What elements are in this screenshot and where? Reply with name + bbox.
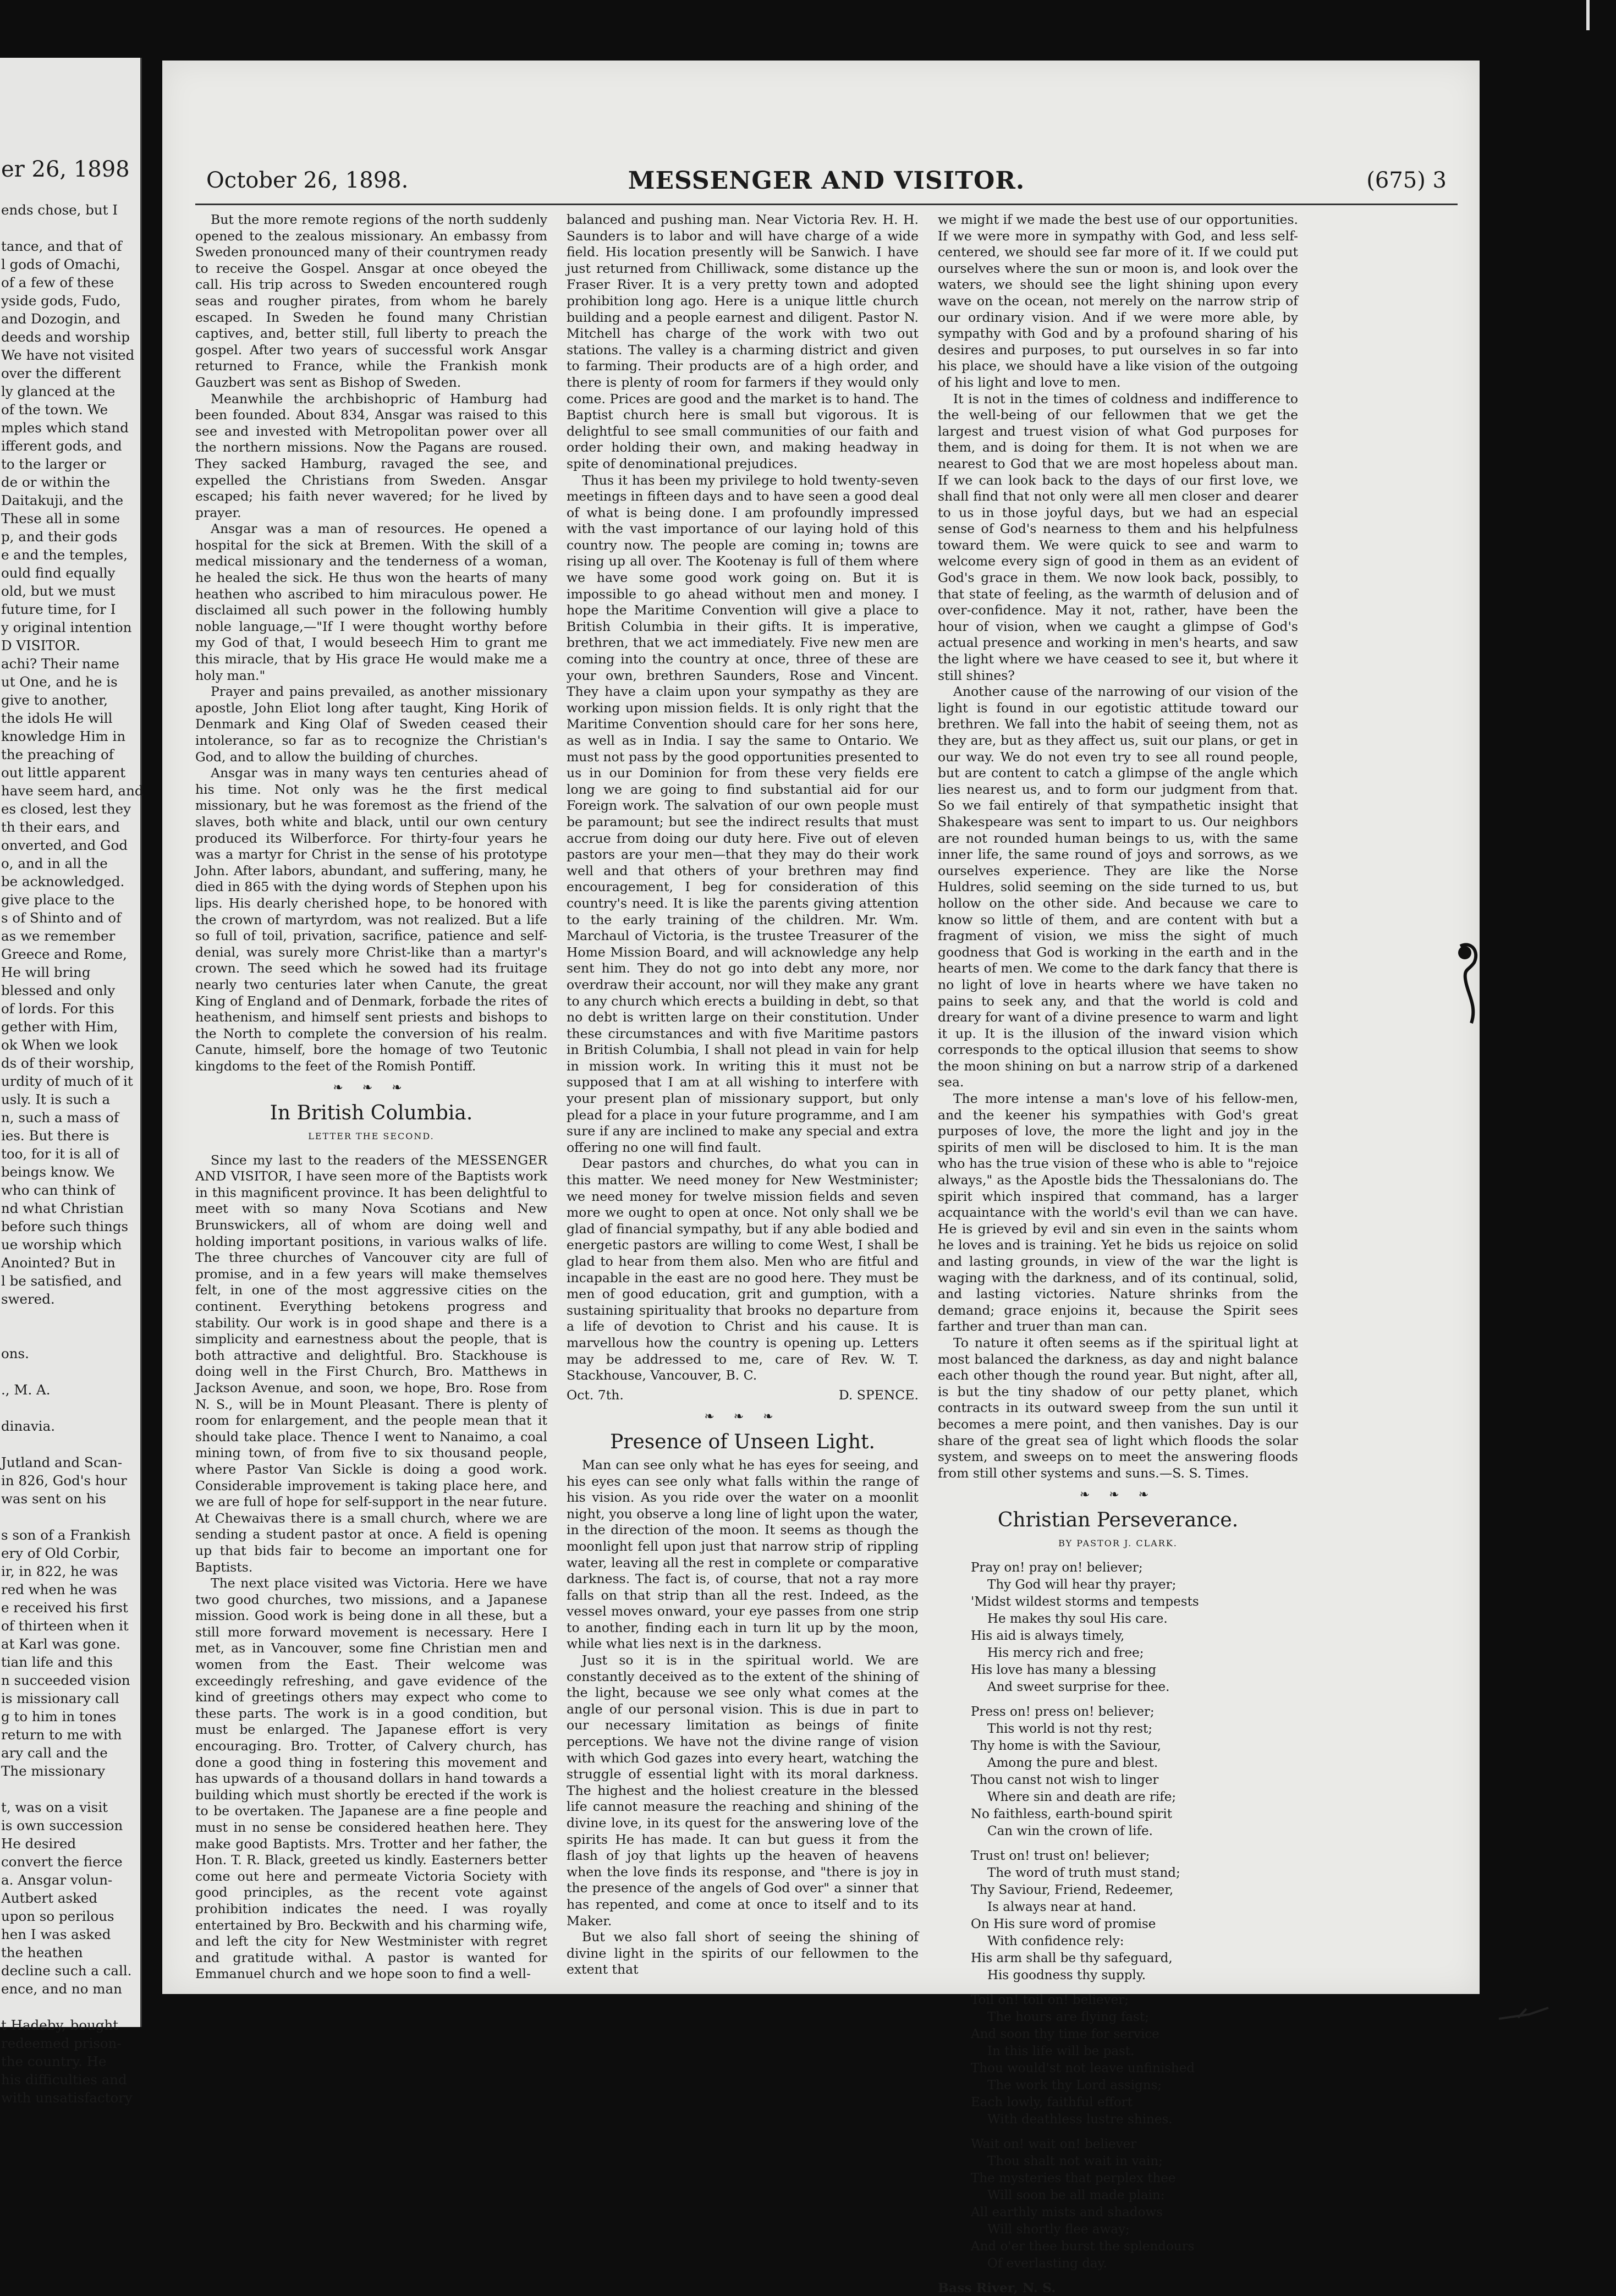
previous-page-line: ence, and no man — [1, 1980, 139, 1998]
poem-line: Thou canst not wish to linger — [971, 1772, 1298, 1789]
poem-line: Can win the crown of life. — [971, 1823, 1298, 1840]
previous-page-line: was sent on his — [1, 1490, 139, 1508]
previous-page-line: g to him in tones — [1, 1707, 139, 1726]
previous-page-line: o, and in all the — [1, 854, 139, 872]
poem-line: Thy God will hear thy prayer; — [971, 1577, 1298, 1594]
previous-page-line — [1, 1435, 139, 1453]
previous-page-line: Daitakuji, and the — [1, 491, 139, 509]
previous-page-text — [1, 201, 139, 2107]
previous-page-line — [1, 1399, 139, 1417]
poem-line: The mysteries that perplex thee — [971, 2170, 1298, 2187]
previous-page-line: Greece and Rome, — [1, 945, 139, 963]
previous-page-line: the idols He will — [1, 709, 139, 727]
previous-page-line: is missionary call — [1, 1689, 139, 1707]
article-heading: In British Columbia. — [195, 1101, 547, 1126]
previous-page-line: urdity of much of it — [1, 1072, 139, 1090]
poem-stanza — [971, 1992, 1298, 2128]
previous-page-line: We have not visited — [1, 346, 139, 364]
previous-page-line: ., M. A. — [1, 1381, 139, 1399]
article-paragraph: we might if we made the best use of our opportunities. If we were more in sympathy with God, and less self-centered, we should see far more of it. If we could put ourselves where the sun or moon is, and look over the waters, we should see the light shining upon every wave on the ocean, not merely on the narrow strip of our ordinary vision. And if we were more able, by sympathy with God and by a profound sharing of his desires and purposes, to put ourselves in so far into his place, we should have a like vision of the outgoing of his light and love to men. — [938, 212, 1298, 391]
previous-page-line: y original intention — [1, 618, 139, 636]
previous-page-line: of the town. We — [1, 400, 139, 419]
previous-page-line: the heathen — [1, 1943, 139, 1962]
previous-page-line: ary call and the — [1, 1744, 139, 1762]
previous-page-line: have seem hard, and — [1, 782, 139, 800]
previous-page-line: gether with Him, — [1, 1018, 139, 1036]
previous-page-line: in 826, God's hour — [1, 1471, 139, 1490]
masthead-title: MESSENGER AND VISITOR. — [206, 167, 1447, 195]
previous-page-line: of a few of these — [1, 273, 139, 292]
poem-stanza — [971, 1848, 1298, 1984]
previous-page-line: before such things — [1, 1217, 139, 1235]
poem-title: Christian Perseverance. — [938, 1508, 1298, 1533]
previous-page-line: de or within the — [1, 473, 139, 491]
article-paragraph: But we also fall short of seeing the shining of divine light in the spirits of our fellowmen to the extent that — [567, 1929, 919, 1978]
previous-page-line: tance, and that of — [1, 237, 139, 255]
poem-line: The hours are flying fast; — [971, 2009, 1298, 2026]
previous-page-line: and Dozogin, and — [1, 310, 139, 328]
previous-page-line: decline such a call. — [1, 1962, 139, 1980]
previous-page-line: upon so perilous — [1, 1907, 139, 1925]
previous-page-line: who can think of — [1, 1181, 139, 1199]
column-3 — [938, 212, 1298, 2296]
previous-page-line: He will bring — [1, 963, 139, 981]
previous-page-line: tian life and this — [1, 1653, 139, 1671]
poem-line: Trust on! trust on! believer; — [971, 1848, 1298, 1865]
previous-page-line: out little apparent — [1, 763, 139, 782]
section-ornament: ❧ ❧ ❧ — [567, 1409, 919, 1425]
letter-signature: D. SPENCE. — [839, 1387, 919, 1404]
header-rule — [195, 204, 1458, 205]
previous-page-line: red when he was — [1, 1580, 139, 1599]
previous-page-line — [1, 1363, 139, 1381]
article-heading: Presence of Unseen Light. — [567, 1430, 919, 1455]
previous-page-line: ies. But there is — [1, 1127, 139, 1145]
poem-line: The work thy Lord assigns; — [971, 2077, 1298, 2094]
poem-line: Each lowly, faithful effort — [971, 2094, 1298, 2111]
previous-page-line: his difficulties and — [1, 2070, 139, 2089]
previous-page-line: give to another, — [1, 691, 139, 709]
poem-line: Thy Saviour, Friend, Redeemer, — [971, 1882, 1298, 1899]
article-paragraph: To nature it often seems as if the spiritual light at most balanced the darkness, as day and night balance each other though the round year. But night, after all, is but the tiny shadow of our petty planet, which contracts in its outward sweep from the sun until it becomes a mere point, and then vanishes. Day is our share of the great sea of light which floods the solar system, and sweeps on to meet the answering floods from still other systems and suns.—S. S. Times. — [938, 1335, 1298, 1481]
previous-page-line: He desired — [1, 1834, 139, 1853]
previous-page-line: ons. — [1, 1344, 139, 1363]
corner-mark — [1584, 0, 1592, 30]
previous-page-line: be acknowledged. — [1, 872, 139, 891]
previous-page-line: is own succession — [1, 1816, 139, 1834]
poem-line: His love has many a blessing — [971, 1662, 1298, 1679]
poem-line: Press on! press on! believer; — [971, 1704, 1298, 1721]
previous-page-line: e received his first — [1, 1599, 139, 1617]
article-paragraph: Since my last to the readers of the MESSENGER AND VISITOR, I have seen more of the Baptists work in this magnificent province. It has been delightful to meet with so many Nova Scotians and New Brunswickers, all of whom are doing well and holding important positions, in various walks of life. The three churches of Vancouver city are full of promise, and in a few years will make themselves felt, in one of the most aggressive cities on the continent. Everything betokens progress and stability. Our work is in good shape and there is a simplicity and earnestness about the people, that is both attractive and delightful. Bro. Stackhouse is doing well in the First Church, Bro. Matthews in Jackson Avenue, and soon, we hope, Bro. Rose from N. S., will be in Mount Pleasant. There is plenty of room for enlargement, and the people mean that it should take place. Thence I went to Nanaimo, a coal mining town, of from five to six thousand people, where Pastor Van Sickle is doing a good work. Considerable improvement is taking place here, and we are full of hope for self-support in the near future. At Chewaivas there is a small church, where we are sending a student pastor at once. A field is opening up that bids fair to become an important one for Baptists. — [195, 1152, 547, 1575]
previous-page-line: with unsatisfactory — [1, 2089, 139, 2107]
previous-page-line: achi? Their name — [1, 655, 139, 673]
previous-page-line: onverted, and God — [1, 836, 139, 854]
previous-page-line: n succeeded vision — [1, 1671, 139, 1689]
column-1 — [195, 212, 547, 1982]
previous-page-line: Autbert asked — [1, 1889, 139, 1907]
previous-page-line: as we remember — [1, 927, 139, 945]
poem-line: Among the pure and blest. — [971, 1755, 1298, 1772]
section-ornament: ❧ ❧ ❧ — [938, 1487, 1298, 1503]
previous-page-line: l be satisfied, and — [1, 1272, 139, 1290]
previous-page-line: ue worship which — [1, 1235, 139, 1254]
ink-scratch-mark — [1496, 2002, 1551, 2024]
previous-page-line: hen I was asked — [1, 1925, 139, 1943]
poem-stanza — [971, 1704, 1298, 1840]
previous-page-line: Jutland and Scan- — [1, 1453, 139, 1471]
previous-page-line: The missionary — [1, 1762, 139, 1780]
previous-page-line: Anointed? But in — [1, 1254, 139, 1272]
previous-page-line: p, and their gods — [1, 528, 139, 546]
previous-page-edge — [0, 58, 142, 2027]
previous-page-line: redeemed prison- — [1, 2034, 139, 2052]
newspaper-page — [162, 61, 1480, 1994]
poem-line: In this life will be past. — [971, 2043, 1298, 2060]
poem-line: Will shortly flee away; — [971, 2221, 1298, 2238]
poem-line: Is always near at hand. — [971, 1899, 1298, 1916]
previous-page-line: of lords. For this — [1, 999, 139, 1018]
poem-stanza — [971, 1559, 1298, 1696]
article-paragraph: Prayer and pains prevailed, as another missionary apostle, John Eliot long after taught, King Horik of Denmark and King Olaf of Sweden ceased their intolerance, so far as to recognize the Christian's God, and to allow the building of churches. — [195, 684, 547, 765]
previous-page-line: over the different — [1, 364, 139, 382]
previous-page-line: ould find equally — [1, 564, 139, 582]
poem-body — [971, 1559, 1298, 2272]
article-paragraph: Dear pastors and churches, do what you can in this matter. We need money for New Westminister; we need money for twelve mission fields and seven more we ought to open at once. Not only shall we be glad of financial sympathy, but if any able bodied and energetic pastors are willing to come West, I shall be glad to hear from them also. Men who are fitful and incapable in the east are no good here. They must be men of good education, grit and gumption, with a sustaining spirituality that brooks no departure from a life of devotion to Christ and his cause. It is marvellous how the country is opening up. Letters may be addressed to me, care of Rev. W. T. Stackhouse, Vancouver, B. C. — [567, 1156, 919, 1383]
previous-page-line: knowledge Him in — [1, 727, 139, 745]
previous-page-line — [1, 1998, 139, 2016]
poem-stanza — [971, 2136, 1298, 2272]
previous-page-header: er 26, 1898 — [1, 157, 130, 182]
poem-line: With deathless lustre shines. — [971, 2111, 1298, 2128]
poem-line: No faithless, earth-bound spirit — [971, 1806, 1298, 1823]
poem-line: Thou would'st not leave unfinished — [971, 2060, 1298, 2077]
previous-page-line: the country. He — [1, 2052, 139, 2070]
poem-line: His mercy rich and free; — [971, 1645, 1298, 1662]
poem-line: On His sure word of promise — [971, 1916, 1298, 1933]
previous-page-line: s of Shinto and of — [1, 909, 139, 927]
previous-page-line: yside gods, Fudo, — [1, 292, 139, 310]
previous-page-line: ifferent gods, and — [1, 437, 139, 455]
poem-line: Of everlasting day. — [971, 2255, 1298, 2272]
poem-line: And sweet surprise for thee. — [971, 1679, 1298, 1696]
running-head — [206, 168, 1447, 201]
poem-line: Wait on! wait on! believer — [971, 2136, 1298, 2153]
previous-page-line: s son of a Frankish — [1, 1526, 139, 1544]
article-paragraph: Ansgar was in many ways ten centuries ahead of his time. Not only was he the first medical missionary, but he was foremost as the friend of the slaves, both white and black, until our own century produced its Wilberforce. For thirty-four years he was a martyr for Christ in the sense of his prototype John. After labors, abundant, and suffering, many, he died in 865 with the dying words of Stephen upon his lips. His dearly cherished hope, to be honored with the crown of martyrdom, was not realized. But a life so full of toil, privation, sacrifice, patience and self-denial, was surely more Christ-like than a martyr's crown. The seed which he sowed had its fruitage nearly two centuries later when Canute, the great King of England and of Denmark, forbade the rites of heathenism, and himself sent priests and bishops to the North to complete the conversion of his realm. Canute, himself, bore the homage of two Teutonic kingdoms to the feet of the Romish Pontiff. — [195, 765, 547, 1074]
poem-line: Will soon be all made plain: — [971, 2187, 1298, 2204]
previous-page-line — [1, 1326, 139, 1344]
previous-page-line: the preaching of — [1, 745, 139, 763]
article-paragraph: Another cause of the narrowing of our vision of the light is found in our egotistic attitude toward our brethren. We fall into the habit of seeing them, not as they are, but as they affect us, suit our plans, or get in our way. We do not even try to see all round people, but are content to catch a glimpse of the angle which lies nearest us, and to form our judgment from that. So we fail entirely of that sympathetic insight that Shakespeare was sent to impart to us. Our neighbors are not rounded human beings to us, with the same inner life, the same round of joys and sorrows, as we ourselves experience. They are like the Norse Huldres, solid seeming on the side turned to us, but hollow on the other side. And because we care to know so little of them, and are content with but a fragment of vision, we miss the sight of much goodness that God is working in the earth and in the hearts of men. We come to the dark fancy that there is no light of love in hearts where we have taken no pains to seek any, and that the world is cold and dreary for want of a divine presence to warm and light it up. It is the illusion of the inward vision which corresponds to the optical illusion that seems to show the moon shining on but a narrow strip of a darkened sea. — [938, 684, 1298, 1091]
previous-page-line — [1, 1308, 139, 1326]
issue-date: October 26, 1898. — [206, 168, 408, 193]
previous-page-line: return to me with — [1, 1726, 139, 1744]
previous-page-line: usly. It is such a — [1, 1090, 139, 1108]
poem-line: His aid is always timely, — [971, 1628, 1298, 1645]
poem-line: The word of truth must stand; — [971, 1865, 1298, 1882]
article-paragraph: Just so it is in the spiritual world. We are constantly deceived as to the extent of the shining of the light, because we see only what comes at the angle of our personal vision. This is due in part to our necessary limitation as beings of finite perceptions. We have not the divine range of vision with which God gazes into every heart, watching the struggle of essential light with its moral darkness. The highest and the holiest creature in the blessed life cannot measure the reaching and shining of the divine love, in its quest for the answering love of the spirits He has made. It can but guess it from the flash of joy that lights up the heaven of heavens when the love finds its response, and "there is joy in the presence of the angels of God over" a sinner that has repented, and come at once to itself and to its Maker. — [567, 1652, 919, 1929]
article-subheading: LETTER THE SECOND. — [195, 1128, 547, 1145]
previous-page-line: of thirteen when it — [1, 1617, 139, 1635]
previous-page-line: l gods of Omachi, — [1, 255, 139, 273]
article-paragraph: Man can see only what he has eyes for seeing, and his eyes can see only what falls within the range of his vision. As you ride over the water on a moonlit night, you observe a long line of light upon the water, in the direction of the moon. It seems as though the moonlight fell upon just that narrow strip of rippling water, leaving all the rest in complete or comparative darkness. The fact is, of course, that not a ray more falls on that strip than all the rest. Indeed, as the vessel moves onward, your eye passes from one strip to another, finding each in turn lit up by the moon, while what lies next is in the darkness. — [567, 1457, 919, 1652]
previous-page-line: mples which stand — [1, 419, 139, 437]
poem-byline: BY PASTOR J. CLARK. — [938, 1535, 1298, 1552]
article-paragraph: Meanwhile the archbishopric of Hamburg had been founded. About 834, Ansgar was raised to this see and invested with Metropolitan power over all the northern missions. Now the Pagans are roused. They sacked Hamburg, ravaged the see, and expelled the Christians from Sweden. Ansgar escaped; his faith never wavered; for he lived by prayer. — [195, 391, 547, 521]
article-paragraph: Ansgar was a man of resources. He opened a hospital for the sick at Bremen. With the skill of a medical missionary and the tenderness of a woman, he healed the sick. He thus won the hearts of many heathen who ascribed to him miraculous power. He disclaimed all such power in the following humbly noble language,—"If I were thought worthy before my God of that, I would beseech Him to grant me this miracle, that by His grace He would make me a holy man." — [195, 521, 547, 684]
poem-place: Bass River, N. S. — [938, 2280, 1298, 2296]
previous-page-line: future time, for I — [1, 600, 139, 618]
previous-page-line — [1, 219, 139, 237]
ink-blot-mark — [1449, 941, 1488, 1029]
previous-page-line: deeds and worship — [1, 328, 139, 346]
previous-page-line: to the larger or — [1, 455, 139, 473]
letter-signoff — [567, 1387, 919, 1404]
previous-page-line: D VISITOR. — [1, 636, 139, 655]
poem-line: This world is not thy rest; — [971, 1721, 1298, 1738]
poem-line: Toil on! toil on! believer; — [971, 1992, 1298, 2009]
previous-page-line: give place to the — [1, 891, 139, 909]
page-number: (675) 3 — [1366, 168, 1447, 193]
previous-page-line: th their ears, and — [1, 818, 139, 836]
article-paragraph: The next place visited was Victoria. Here we have two good churches, two missions, and a Japanese mission. Good work is being done in all these, but a still more forward movement is necessary. Here I met, as in Vancouver, some fine Christian men and women from the East. Their welcome was exceedingly refreshing, and gave evidence of the kind of greetings others may expect who come to these parts. The work is in a good condition, but must be enlarged. The Japanese effort is very encouraging. Bro. Trotter, of Calvery church, has done a good thing in fostering this movement and has upwards of a thousand dollars in hand towards a building which must shortly be erected if the work is to be overtaken. The Japanese are a fine people and must in no sense be considered heathen here. They make good Baptists. Mrs. Trotter and her father, the Hon. T. R. Black, greeted us kindly. Easterners better come out here and permeate Victoria Society with good principles, as the recent vote against prohibition indicates the need. I was royally entertained by Bro. Beckwith and his charming wife, and left the city for New Westminister with regret and gratitude withal. A pastor is wanted for Emmanuel church and we hope soon to find a well- — [195, 1575, 547, 1982]
previous-page-line: n, such a mass of — [1, 1108, 139, 1127]
poem-line: Thy home is with the Saviour, — [971, 1738, 1298, 1755]
column-2 — [567, 212, 919, 1978]
previous-page-line: convert the fierce — [1, 1853, 139, 1871]
previous-page-line: ends chose, but I — [1, 201, 139, 219]
previous-page-line: These all in some — [1, 509, 139, 528]
previous-page-line: swered. — [1, 1290, 139, 1308]
poem-line: And soon thy time for service — [971, 2026, 1298, 2043]
previous-page-line: nd what Christian — [1, 1199, 139, 1217]
previous-page-line — [1, 1780, 139, 1798]
article-paragraph: balanced and pushing man. Near Victoria Rev. H. H. Saunders is to labor and will have charge of a wide field. His location presently will be Sanwich. I have just returned from Chilliwack, some distance up the Fraser River. It is a very pretty town and adopted prohibition long ago. Here is a unique little church building and a people earnest and diligent. Pastor N. Mitchell has charge of the work with two out stations. The valley is a charming district and given to farming. Their products are of a high order, and there is plenty of room for farmers if they would only come. Prices are good and the market is to hand. The Baptist church here is small but vigorous. It is delightful to see small communities of our faith and order holding their own, and making headway in spite of denominational prejudices. — [567, 212, 919, 473]
poem-line: With confidence rely: — [971, 1933, 1298, 1950]
previous-page-line: t, was on a visit — [1, 1798, 139, 1816]
article-paragraph: The more intense a man's love of his fellow-men, and the keener his sympathies with God's great purposes of love, the more the light and joy in the spirits of men will be disclosed to him. It is the man who has the true vision of these who is able to "rejoice always," as the Apostle bids the Thessalonians do. The spirit which inspired that command, has a larger acquaintance with the world's evil than we can have. He is grieved by evil and sin even in the saints whom he loves and is training. Yet he bids us rejoice on solid and lasting grounds, in view of the war the light is waging with the darkness, and of its continual, solid, and lasting victories. Nature shrinks from the demand; grace enjoins it, because the Spirit sees farther and truer than man can. — [938, 1091, 1298, 1335]
letter-date: Oct. 7th. — [567, 1387, 624, 1404]
previous-page-line: beings know. We — [1, 1163, 139, 1181]
previous-page-line: ir, in 822, he was — [1, 1562, 139, 1580]
previous-page-line: ok When we look — [1, 1036, 139, 1054]
poem-line: His arm shall be thy safeguard, — [971, 1950, 1298, 1967]
article-paragraph: Thus it has been my privilege to hold twenty-seven meetings in fifteen days and to have seen a good deal of what is being done. I am profoundly impressed with the vast importance of our laying hold of this country now. The people are coming in; towns are rising up all over. The Kootenay is full of them where we have some good work going on. But it is impossible to go ahead without men and money. I hope the Maritime Convention will give a place to British Columbia in their gifts. It is imperative, brethren, that we act immediately. Five new men are coming into the country at once, three of these are your own, brethren Saunders, Rose and Vincent. They have a claim upon your sympathy as they are working upon mission fields. It is only right that the Maritime Convention should care for her sons here, as well as in India. I say the same to Ontario. We must not pass by the good opportunities presented to us in our Dominion for from these very fields ere long we are going to find substantial aid for our Foreign work. The salvation of our own people must be paramount; but see the indirect results that must accrue from doing our duty here. Five out of eleven pastors are your men—that they may do their work well and that others of your brethren may find encouragement, I beg for consideration of this country's need. It is like the parents giving attention to the early training of the children. Mr. Wm. Marchaul of Victoria, is the trustee Treasurer of the Home Mission Board, and will acknowledge any help sent him. They do not go into debt any more, nor overdraw their account, nor will they make any grant to any church which erects a building in debt, so that no debt is written large on their constitution. Under these circumstances and with five Maritime pastors in British Columbia, I shall not plead in vain for help in mission work. In writing this it must not be supposed that I am at all wishing to interfere with your present plan of missionary support, but only plead for a place in your future programme, and I am sure if any are inclined to make any special and extra offering no one will find fault. — [567, 473, 919, 1156]
previous-page-line: ut One, and he is — [1, 673, 139, 691]
previous-page-line: ery of Old Corbir, — [1, 1544, 139, 1562]
previous-page-line: ds of their worship, — [1, 1054, 139, 1072]
poem-line: All earthly mists and shadows — [971, 2204, 1298, 2221]
poem-line: Where sin and death are rife; — [971, 1789, 1298, 1806]
previous-page-line: dinavia. — [1, 1417, 139, 1435]
poem-line: 'Midst wildest storms and tempests — [971, 1594, 1298, 1611]
previous-page-line — [1, 1508, 139, 1526]
poem-line: Thou shalt not wait in vain; — [971, 2153, 1298, 2170]
poem-line: And o'er thee burst the splendours — [971, 2238, 1298, 2255]
poem-line: Pray on! pray on! believer; — [971, 1559, 1298, 1577]
article-paragraph: It is not in the times of coldness and indifference to the well-being of our fellowmen that we get the largest and truest vision of what God purposes for them, and is doing for them. It is not when we are nearest to God that we are most hopeless about man. If we can look back to the days of our first love, we shall find that not only were all men closer and dearer to us in those joyful days, but we had an especial sense of God's nearness to them and his helpfulness toward them. We were quick to see and warm to welcome every sign of good in them as an evident of God's grace in them. We now look back, possibly, to that state of feeling, as the warmth of delusion and of over-confidence. May it not, rather, have been the hour of vision, when we caught a glimpse of God's actual presence and working in men's hearts, and saw the light where we have ceased to see it, but where it still shines? — [938, 391, 1298, 684]
previous-page-line: t Hadeby, bought — [1, 2016, 139, 2034]
previous-page-line: at Karl was gone. — [1, 1635, 139, 1653]
section-ornament: ❧ ❧ ❧ — [195, 1080, 547, 1096]
previous-page-line: a. Ansgar volun- — [1, 1871, 139, 1889]
article-paragraph: But the more remote regions of the north suddenly opened to the zealous missionary. An embassy from Sweden pronounced many of their countrymen ready to receive the Gospel. Ansgar at once obeyed the call. His trip across to Sweden encountered rough seas and rougher pirates, from whom he barely escaped. In Sweden he found many Christian captives, and, better still, full liberty to preach the gospel. After two years of successful work Ansgar returned to France, while the Frankish monk Gauzbert was sent as Bishop of Sweden. — [195, 212, 547, 391]
previous-page-line: old, but we must — [1, 582, 139, 600]
previous-page-line: e and the temples, — [1, 546, 139, 564]
poem-line: He makes thy soul His care. — [971, 1611, 1298, 1628]
previous-page-line: too, for it is all of — [1, 1145, 139, 1163]
previous-page-line: es closed, lest they — [1, 800, 139, 818]
previous-page-line: blessed and only — [1, 981, 139, 999]
poem-line: His goodness thy supply. — [971, 1967, 1298, 1984]
previous-page-line: ly glanced at the — [1, 382, 139, 400]
